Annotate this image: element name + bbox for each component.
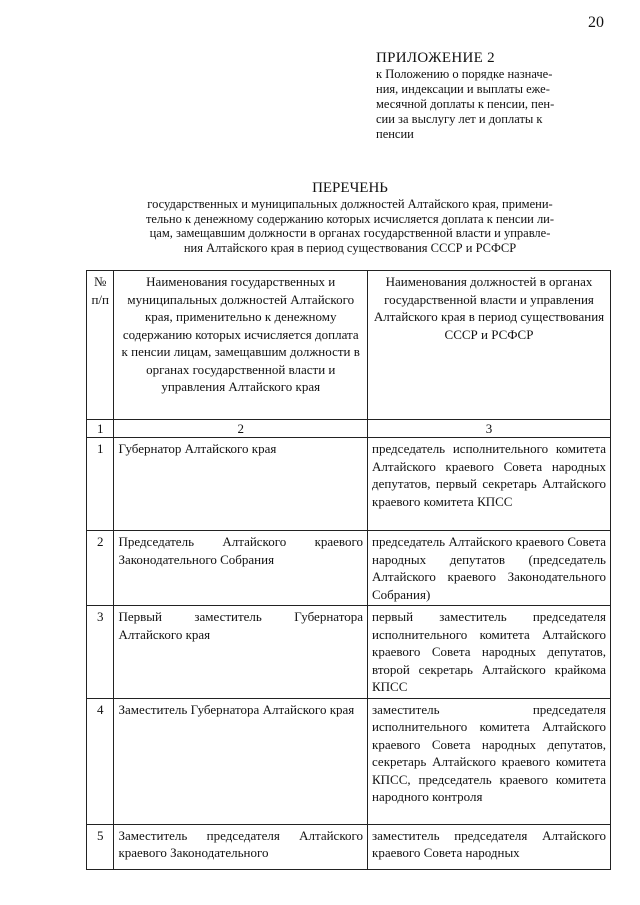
page-number: 20 (588, 14, 604, 31)
column-index-cell: 1 (87, 420, 114, 438)
column-index-cell: 2 (114, 420, 368, 438)
header-new-position-cell: Наименования государственных и муниципальных должностей Алтайского края, применительно к денежному содержанию которых исчисляется доплата к пенсии лицам, замещавшим должности в органах государственной власти и управления Алтайского края (114, 271, 368, 420)
appendix-text-line: к Положению о порядке назначе- (376, 67, 553, 81)
appendix-text-line: сии за выслугу лет и доплаты к (376, 112, 543, 126)
header-old-position-cell: Наименования должностей в органах государственной власти и управления Алтайского края в период существования СССР и РСФСР (368, 271, 611, 420)
list-title: ПЕРЕЧЕНЬ (312, 180, 388, 196)
new-position-cell: Заместитель председателя Алтайского краевого Законодательного (114, 824, 368, 869)
row-num-cell: 3 (87, 606, 114, 699)
list-subtitle-line: ния Алтайского края в период существования СССР и РСФСР (183, 240, 517, 255)
appendix-text-line: пенсии (376, 127, 414, 141)
old-position-cell: председатель Алтайского краевого Совета народных депутатов (председатель Алтайского краевого Законодательного Собрания) (368, 531, 611, 606)
new-position-cell: Председатель Алтайского краевого Законодательного Собрания (114, 531, 368, 606)
appendix-text-line: месячной доплаты к пенсии, пен- (376, 97, 555, 111)
list-subtitle-line: государственных и муниципальных должностей Алтайского края, примени- (147, 197, 553, 211)
positions-table (86, 270, 611, 870)
new-position-cell: Заместитель Губернатора Алтайского края (114, 698, 368, 824)
list-subtitle-line: тельно к денежному содержанию которых исчисляется доплата к пенсии ли- (145, 211, 555, 226)
old-position-cell: первый заместитель председателя исполнительного комитета Алтайского краевого Совета народных депутатов, второй секретарь Алтайского крайкома КПСС (368, 606, 611, 699)
row-num-cell: 1 (87, 438, 114, 531)
new-position-cell: Первый заместитель Губернатора Алтайского края (114, 606, 368, 699)
list-heading (100, 180, 600, 255)
column-index-cell: 3 (368, 420, 611, 438)
row-num-cell: 2 (87, 531, 114, 606)
table-header-row (87, 271, 611, 420)
table-row (87, 698, 611, 824)
old-position-cell: председатель исполнительного комитета Алтайского краевого Совета народных депутатов, первый секретарь Алтайского краевого комитета КПСС (368, 438, 611, 531)
appendix-text-line: ния, индексации и выплаты еже- (376, 82, 550, 96)
table-row (87, 824, 611, 869)
table-row (87, 438, 611, 531)
row-num-cell: 5 (87, 824, 114, 869)
appendix-block (376, 50, 608, 142)
table-row (87, 531, 611, 606)
table-row (87, 606, 611, 699)
header-num-cell: № п/п (87, 271, 114, 420)
old-position-cell: заместитель председателя Алтайского краевого Совета народных (368, 824, 611, 869)
table-column-index-row (87, 420, 611, 438)
list-subtitle-line: цам, замещавшим должности в органах государственной власти и управле- (149, 226, 551, 240)
appendix-title: ПРИЛОЖЕНИЕ 2 (376, 50, 495, 66)
row-num-cell: 4 (87, 698, 114, 824)
new-position-cell: Губернатор Алтайского края (114, 438, 368, 531)
old-position-cell: заместитель председателя исполнительного комитета Алтайского краевого Совета народных депутатов, секретарь Алтайского краевого комитета КПСС, председатель краевого комитета народного контроля (368, 698, 611, 824)
